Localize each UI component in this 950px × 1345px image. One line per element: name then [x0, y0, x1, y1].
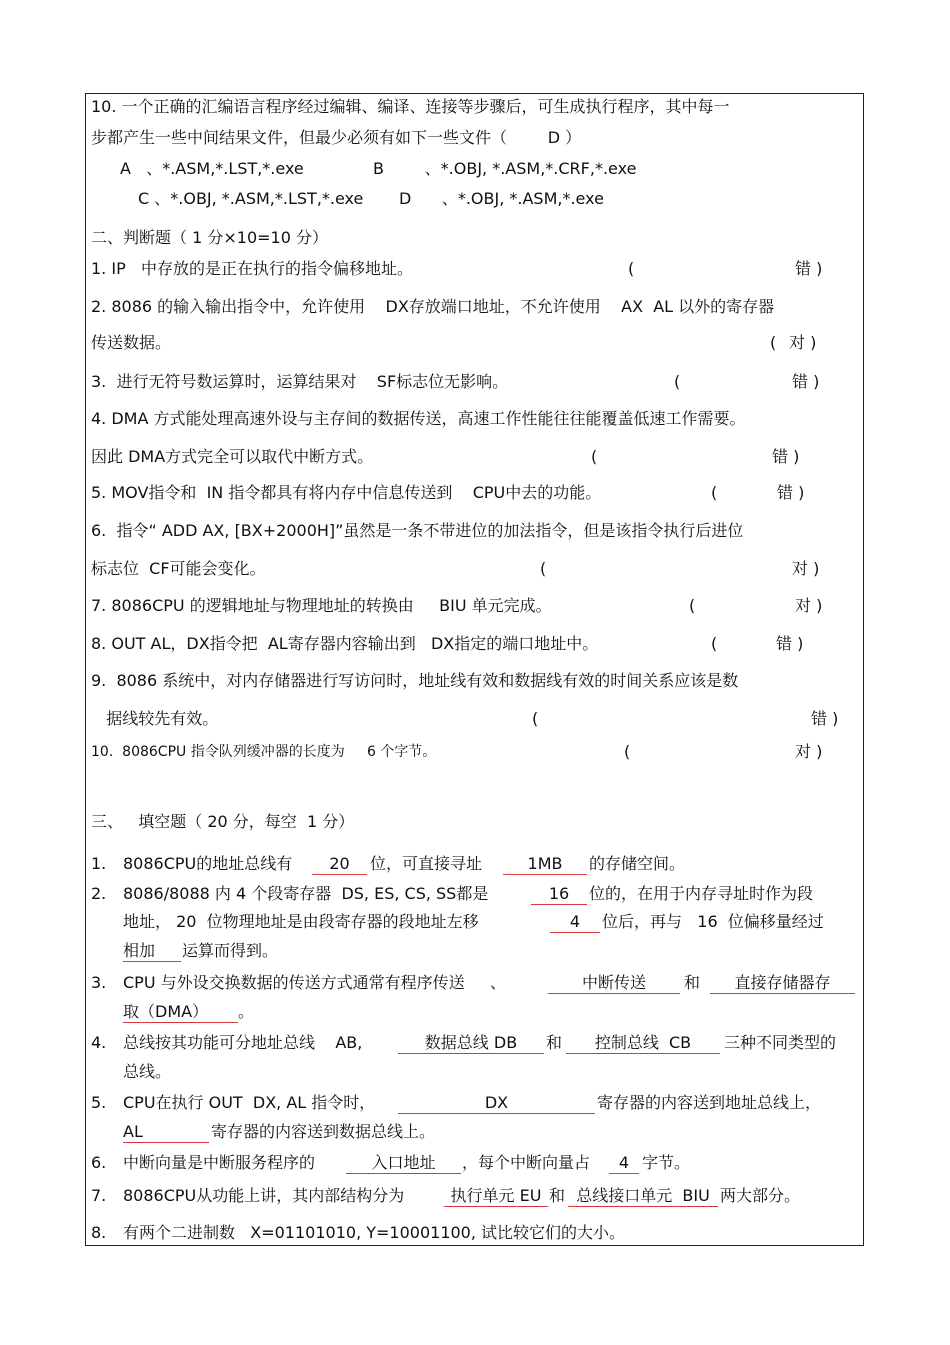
fill-q3-text: CPU 与外设交换数据的传送方式通常有程序传送 、 — [123, 973, 507, 992]
fill-q4-answer-1: 数据总线 DB — [424, 1033, 518, 1052]
fill-q1-answer-1: 20 — [329, 854, 350, 873]
judge-answer-8: 错 ) — [776, 634, 804, 653]
judge-paren: ( — [711, 634, 718, 653]
judge-paren: ( — [711, 483, 718, 502]
fill-q7-text-c: 两大部分。 — [720, 1186, 801, 1205]
judge-item-6-cont: 标志位 CF可能会变化。 — [91, 559, 266, 578]
fill-num: 4. — [91, 1033, 107, 1052]
judge-answer-10: 对 ) — [795, 742, 823, 761]
mc-question-line2: 步都产生一些中间结果文件，但最少必须有如下一些文件（ D ） — [91, 128, 582, 147]
fill-q6-text-c: 字节。 — [642, 1153, 691, 1172]
judge-answer-7: 对 ) — [795, 596, 823, 615]
fill-q2-text: 8086/8088 内 4 个段寄存器 DS, ES, CS, SS都是 — [123, 884, 489, 903]
judge-answer-6: 对 ) — [792, 559, 820, 578]
blank-underline — [398, 1113, 595, 1114]
fill-q2-answer-2: 4 — [569, 912, 581, 931]
judge-answer-5: 错 ) — [777, 483, 805, 502]
judge-item-2: 2. 8086 的输入输出指令中，允许使用 DX存放端口地址，不允许使用 AX AL 以外的寄存器 — [91, 297, 775, 316]
fill-q5-text: CPU在执行 OUT DX, AL 指令时， — [123, 1093, 376, 1112]
fill-q2-text-b: 位的，在用于内存寻址时作为段 — [589, 884, 814, 903]
judge-item-2-cont: 传送数据。 — [91, 333, 172, 352]
blank-underline — [123, 1142, 209, 1143]
judge-answer-9: 错 ) — [811, 709, 839, 728]
judge-paren: ( — [628, 259, 635, 278]
judge-paren: ( — [540, 559, 547, 578]
judge-item-10: 10. 8086CPU 指令队列缓冲器的长度为 6 个字节。 — [91, 744, 437, 760]
fill-q1-text-b: 位，可直接寻址 — [370, 854, 483, 873]
fill-q6-answer-1: 入口地址 — [371, 1153, 436, 1172]
blank-underline — [550, 932, 600, 933]
fill-q4-text: 总线按其功能可分地址总线 AB, — [123, 1033, 363, 1052]
fill-q3-text-c: 。 — [238, 1002, 255, 1021]
fill-q2-answer-3: 相加 — [123, 941, 156, 960]
judge-answer-4: 错 ) — [772, 447, 800, 466]
judge-item-3: 3. 进行无符号数运算时，运算结果对 SF标志位无影响。 — [91, 372, 509, 391]
fill-q4-text-b: 和 — [546, 1033, 563, 1052]
blank-underline — [503, 874, 587, 875]
fill-q5-answer-1: DX — [484, 1093, 509, 1112]
judge-item-4-cont: 因此 DMA方式完全可以取代中断方式。 — [91, 447, 374, 466]
judge-item-7: 7. 8086CPU 的逻辑地址与物理地址的转换由 BIU 单元完成。 — [91, 596, 552, 615]
judge-paren: ( — [770, 333, 777, 352]
judge-item-5: 5. MOV指令和 IN 指令都具有将内存中信息传送到 CPU中去的功能。 — [91, 483, 602, 502]
fill-q7-answer-1: 执行单元 EU — [450, 1186, 542, 1205]
fill-num: 6. — [91, 1153, 107, 1172]
fill-q6-text-b: ，每个中断向量占 — [462, 1153, 591, 1172]
blank-underline — [398, 1053, 544, 1054]
judge-paren: ( — [674, 372, 681, 391]
fill-q4-text-c: 三种不同类型的 — [724, 1033, 837, 1052]
fill-q4-answer-2: 控制总线 CB — [594, 1033, 692, 1052]
fill-q3-answer-1: 中断传送 — [581, 973, 646, 992]
judge-paren: ( — [591, 447, 598, 466]
judge-item-9-cont: 据线较先有效。 — [91, 709, 219, 728]
fill-q2-answer-1: 16 — [548, 884, 570, 903]
fill-q5-text-c: 寄存器的内容送到数据总线上。 — [211, 1122, 436, 1141]
judge-paren: ( — [624, 742, 631, 761]
fill-num: 5. — [91, 1093, 107, 1112]
fill-q8-text: 有两个二进制数 X=01101010, Y=10001100, 试比较它们的大小。 — [123, 1223, 626, 1242]
fill-q7-text: 8086CPU从功能上讲，其内部结构分为 — [123, 1186, 405, 1205]
fill-num: 2. — [91, 884, 107, 903]
fill-q2-line2-b: 位后，再与 16 位偏移量经过 — [602, 912, 824, 931]
fill-q6-answer-2: 4 — [618, 1153, 630, 1172]
blank-underline — [566, 1053, 720, 1054]
blank-underline — [444, 1206, 548, 1207]
fill-q7-text-b: 和 — [549, 1186, 566, 1205]
blank-underline — [548, 993, 680, 994]
section-heading-judge: 二、判断题（ 1 分×10=10 分） — [91, 228, 328, 247]
option-c: C 、*.OBJ, *.ASM,*.LST,*.exe — [138, 189, 364, 208]
blank-underline — [609, 1173, 639, 1174]
judge-item-1: 1. IP 中存放的是正在执行的指令偏移地址。 — [91, 259, 413, 278]
judge-answer-1: 错 ) — [795, 259, 823, 278]
blank-underline — [531, 904, 587, 905]
judge-item-9: 9. 8086 系统中，对内存储器进行写访问时，地址线有效和数据线有效的时间关系应该是数 — [91, 671, 739, 690]
fill-num: 8. — [91, 1223, 107, 1242]
judge-paren: ( — [532, 709, 539, 728]
judge-paren: ( — [689, 596, 696, 615]
fill-q3-text-b: 和 — [684, 973, 701, 992]
blank-underline — [568, 1206, 718, 1207]
fill-q1-text-c: 的存储空间。 — [589, 854, 686, 873]
fill-q3-answer-2: 直接存储器存 — [734, 973, 831, 992]
blank-underline — [123, 1022, 238, 1023]
fill-q5-answer-2: AL — [123, 1122, 143, 1141]
fill-q7-answer-2: 总线接口单元 BIU — [576, 1186, 710, 1205]
fill-num: 3. — [91, 973, 107, 992]
option-d: D 、*.OBJ, *.ASM,*.exe — [399, 189, 604, 208]
judge-item-4: 4. DMA 方式能处理高速外设与主存间的数据传送，高速工作性能往往能覆盖低速工作需要。 — [91, 409, 746, 428]
fill-num: 7. — [91, 1186, 107, 1205]
fill-q1-answer-2: 1MB — [527, 854, 563, 873]
fill-q4-line2: 总线。 — [123, 1062, 172, 1081]
option-b: B 、*.OBJ, *.ASM,*.CRF,*.exe — [373, 159, 637, 178]
fill-q1-text: 8086CPU的地址总线有 — [123, 854, 293, 873]
judge-answer-3: 错 ) — [792, 372, 820, 391]
fill-q2-line2: 地址， 20 位物理地址是由段寄存器的段地址左移 — [123, 912, 479, 931]
blank-underline — [123, 961, 181, 962]
section-heading-fill: 三、 填空题（ 20 分，每空 1 分） — [91, 812, 355, 831]
option-a: A 、*.ASM,*.LST,*.exe — [120, 159, 304, 178]
fill-num: 1. — [91, 854, 107, 873]
blank-underline — [710, 993, 855, 994]
blank-underline — [346, 1173, 461, 1174]
judge-item-8: 8. OUT AL，DX指令把 AL寄存器内容输出到 DX指定的端口地址中。 — [91, 634, 599, 653]
fill-q6-text: 中断向量是中断服务程序的 — [123, 1153, 316, 1172]
blank-underline — [312, 874, 367, 875]
fill-q2-line3: 运算而得到。 — [182, 941, 279, 960]
mc-question-line1: 10. 一个正确的汇编语言程序经过编辑、编译、连接等步骤后，可生成执行程序，其中每一 — [91, 97, 730, 116]
fill-q3-answer-2-cont: 取（DMA） — [123, 1002, 209, 1021]
judge-item-6: 6. 指令“ ADD AX, [BX+2000H]”虽然是一条不带进位的加法指令，但是该指令执行后进位 — [91, 521, 744, 540]
judge-answer-2: 对 ) — [789, 333, 817, 352]
fill-q5-text-b: 寄存器的内容送到地址总线上， — [597, 1093, 822, 1112]
